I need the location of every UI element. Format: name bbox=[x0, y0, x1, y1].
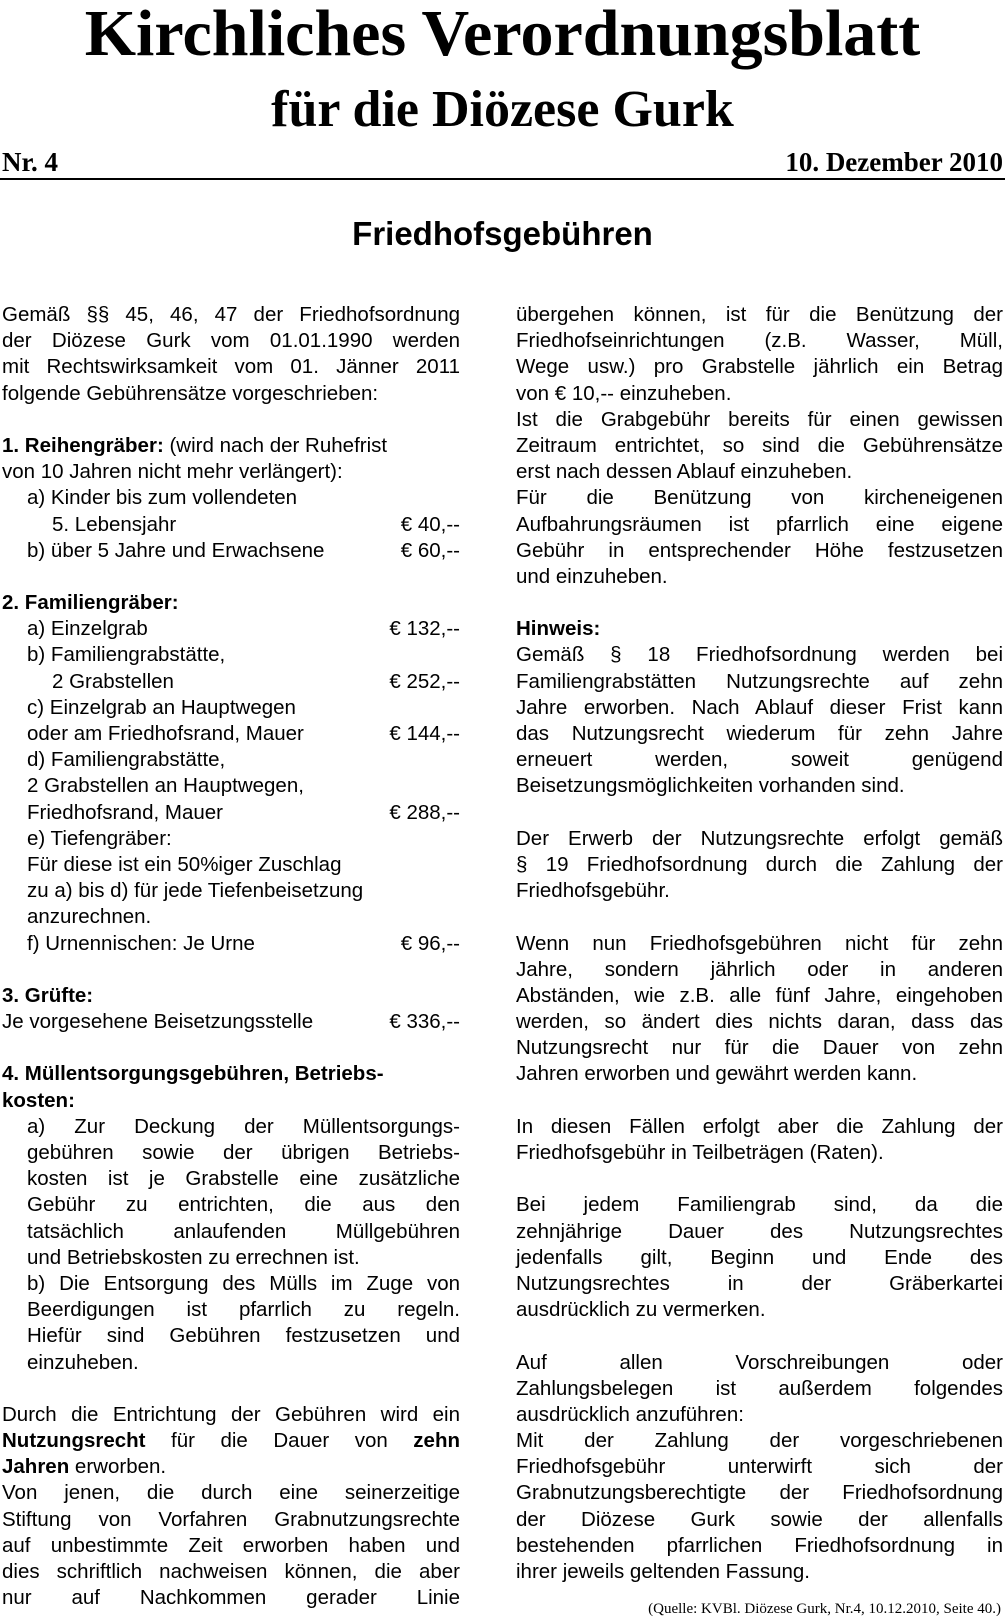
masthead-subtitle: für die Diözese Gurk bbox=[271, 81, 734, 138]
fee-label: b) über 5 Jahre und Erwachsene bbox=[27, 538, 325, 562]
fee-amount: € 252,-- bbox=[389, 669, 460, 693]
text-line: Familiengrabstätten Nutzungsrechte auf zehn bbox=[516, 669, 1003, 693]
text-line: § 19 Friedhofsordnung durch die Zahlung der bbox=[516, 852, 1003, 876]
fee-label: 2 Grabstellen bbox=[52, 669, 174, 693]
text-line: jedenfalls gilt, Beginn und Ende des bbox=[516, 1245, 1003, 1269]
fee-label: f) Urnennischen: Je Urne bbox=[27, 931, 255, 955]
text-line: Stiftung von Vorfahren Grabnutzungsrechte bbox=[2, 1507, 460, 1531]
text-line: Zahlungsbelegen ist außerdem folgendes bbox=[516, 1376, 1003, 1400]
text-line: bestehenden pfarrlichen Friedhofsordnung in bbox=[516, 1533, 1003, 1557]
fee-row bbox=[2, 931, 460, 957]
text-line: zehnjährige Dauer des Nutzungsrechtes bbox=[516, 1219, 1003, 1243]
text-line: a) Kinder bis zum vollendeten bbox=[27, 486, 298, 510]
text-line: Wege usw.) pro Grabstelle jährlich ein Betrag bbox=[516, 355, 1003, 379]
text-line: Wenn nun Friedhofsgebühren nicht für zehn bbox=[516, 931, 1003, 955]
text-line: gebühren sowie der übrigen Betriebs- bbox=[27, 1141, 460, 1164]
fee-row bbox=[2, 721, 460, 747]
text-line: Durch die Entrichtung der Gebühren wird ein bbox=[2, 1402, 460, 1426]
text-line: Beisetzungsmöglichkeiten vorhanden sind. bbox=[516, 774, 905, 798]
page-title: Friedhofsgebühren bbox=[352, 215, 653, 252]
text-line: Friedhofsgebühr. bbox=[516, 879, 670, 903]
fee-row bbox=[2, 616, 460, 642]
section-title: 1. Reihengräber: bbox=[2, 433, 164, 457]
text-line: Ist die Grabgebühr bereits für einen gewissen bbox=[516, 407, 1003, 431]
fee-label: Friedhofsrand, Mauer bbox=[27, 800, 223, 824]
text-line: übergehen können, ist für die Benützung der bbox=[516, 303, 1003, 326]
section-2-heading: 2. Familiengräber: bbox=[2, 591, 179, 615]
text-span: (wird nach der Ruhefrist bbox=[163, 433, 388, 457]
text-line: tatsächlich anlaufenden Müllgebühren bbox=[27, 1219, 460, 1243]
text-line: der Diözese Gurk vom 01.01.1990 werden bbox=[2, 329, 460, 353]
fee-label: Je vorgesehene Beisetzungsstelle bbox=[2, 1010, 314, 1034]
text-line: von € 10,-- einzuheben. bbox=[516, 381, 732, 405]
text-line: Jahre, sondern jährlich oder in anderen bbox=[516, 957, 1003, 981]
text-line: Beerdigungen ist pfarrlich zu regeln. bbox=[27, 1298, 460, 1322]
text-span: erworben. bbox=[69, 1455, 167, 1479]
issue-row bbox=[0, 146, 1005, 178]
text-line: Für die Benützung von kircheneigenen bbox=[516, 486, 1003, 510]
text-line: auf unbestimmte Zeit erworben haben und bbox=[2, 1533, 460, 1557]
text-line: ausdrücklich zu vermerken. bbox=[516, 1298, 766, 1322]
text-line: d) Familiengrabstätte, bbox=[27, 748, 226, 772]
section-1-heading bbox=[2, 433, 460, 459]
text-line: Der Erwerb der Nutzungsrechte erfolgt gemäß bbox=[516, 826, 1003, 850]
text-line: Nutzungsrecht nur für die Dauer von zehn bbox=[516, 1036, 1003, 1060]
bold-term: zehn bbox=[413, 1429, 460, 1453]
masthead-title: Kirchliches Verordnungsblatt bbox=[84, 0, 921, 70]
fee-label: 5. Lebensjahr bbox=[52, 512, 177, 536]
text-line: Gebühr in entsprechender Höhe festzusetzen bbox=[516, 538, 1003, 562]
section-4-heading: 4. Müllentsorgungsgebühren, Betriebs- bbox=[2, 1062, 384, 1086]
fee-amount: € 336,-- bbox=[389, 1010, 460, 1034]
fee-row bbox=[2, 669, 460, 695]
section-3-heading: 3. Grüfte: bbox=[2, 983, 94, 1007]
text-line: das Nutzungsrecht wiederum für zehn Jahre bbox=[516, 722, 1003, 745]
issue-date: 10. Dezember 2010 bbox=[785, 147, 1003, 177]
text-line: 2 Grabstellen an Hauptwegen, bbox=[27, 774, 304, 798]
text-line: dies schriftlich nachweisen können, die aber bbox=[2, 1560, 460, 1583]
text-line: Friedhofsgebühr in Teilbeträgen (Raten). bbox=[516, 1141, 884, 1164]
fee-row bbox=[2, 538, 460, 564]
text-line: Friedhofseinrichtungen (z.B. Wasser, Müll, bbox=[516, 329, 1003, 353]
text-line: Von jenen, die durch eine seinerzeitige bbox=[2, 1481, 460, 1505]
text-line: Abständen, wie z.B. alle fünf Jahre, eingehoben bbox=[516, 983, 1003, 1007]
text-line: kosten ist je Grabstelle eine zusätzliche bbox=[27, 1167, 460, 1191]
issue-number: Nr. 4 bbox=[2, 147, 59, 177]
text-line bbox=[2, 1428, 460, 1454]
text-line: b) Die Entsorgung des Mülls im Zuge von bbox=[27, 1271, 460, 1295]
fee-row bbox=[2, 1009, 460, 1035]
fee-label: oder am Friedhofsrand, Mauer bbox=[27, 722, 304, 745]
text-line: e) Tiefengräber: bbox=[27, 826, 172, 850]
text-line: Gebühr zu entrichten, die aus den bbox=[27, 1193, 460, 1217]
text-line: ausdrücklich anzuführen: bbox=[516, 1402, 744, 1426]
fee-amount: € 96,-- bbox=[400, 931, 460, 955]
text-line: c) Einzelgrab an Hauptwegen bbox=[27, 695, 296, 719]
text-line: von 10 Jahren nicht mehr verlängert): bbox=[2, 460, 343, 484]
text-line: b) Familiengrabstätte, bbox=[27, 643, 226, 667]
text-line: einzuheben. bbox=[27, 1350, 139, 1374]
fee-label: a) Einzelgrab bbox=[27, 617, 148, 641]
text-line: Aufbahrungsräumen ist pfarrlich eine eigene bbox=[516, 512, 1003, 536]
text-line: zu a) bis d) für jede Tiefenbeisetzung bbox=[27, 879, 364, 903]
text-line: und Betriebskosten zu errechnen ist. bbox=[27, 1245, 360, 1269]
text-line: mit Rechtswirksamkeit vom 01. Jänner 2011 bbox=[2, 355, 460, 379]
hint-heading: Hinweis: bbox=[516, 617, 601, 641]
text-span: für die Dauer von bbox=[171, 1429, 414, 1453]
right-column bbox=[516, 302, 1003, 1585]
fee-amount: € 288,-- bbox=[389, 800, 460, 824]
text-line: a) Zur Deckung der Müllentsorgungs- bbox=[27, 1114, 460, 1138]
bold-term: Jahren bbox=[2, 1455, 70, 1479]
text-line: Jahren erworben und gewährt werden kann. bbox=[516, 1062, 918, 1086]
text-line: werden, so ändert dies nichts daran, dass das bbox=[516, 1010, 1003, 1034]
section-4-heading-cont: kosten: bbox=[2, 1088, 75, 1112]
text-line: Für diese ist ein 50%iger Zuschlag bbox=[27, 852, 342, 876]
text-line: Grabnutzungsberechtigte der Friedhofsordnung bbox=[516, 1481, 1003, 1505]
text-line: Gemäß §§ 45, 46, 47 der Friedhofsordnung bbox=[2, 303, 460, 326]
text-line: Bei jedem Familiengrab sind, da die bbox=[516, 1193, 1003, 1217]
text-line: ihrer jeweils geltenden Fassung. bbox=[516, 1560, 810, 1583]
fee-amount: € 144,-- bbox=[389, 722, 460, 745]
text-line: Zeitraum entrichtet, so sind die Gebührensätze bbox=[516, 433, 1003, 457]
text-line: Gemäß § 18 Friedhofsordnung werden bei bbox=[516, 643, 1003, 667]
text-line: erneuert werden, soweit genügend bbox=[516, 748, 1003, 772]
text-line: Auf allen Vorschreibungen oder bbox=[516, 1350, 1003, 1374]
text-line: anzurechnen. bbox=[27, 905, 152, 929]
text-line: erst nach dessen Ablauf einzuheben. bbox=[516, 460, 853, 484]
bold-term: Nutzungsrecht bbox=[2, 1429, 146, 1453]
text-line: nur auf Nachkommen gerader Linie bbox=[2, 1586, 460, 1610]
text-line: und einzuheben. bbox=[516, 564, 668, 588]
fee-amount: € 60,-- bbox=[400, 538, 460, 562]
text-line: Friedhofsgebühr unterwirft sich der bbox=[516, 1455, 1003, 1479]
text-line: Mit der Zahlung der vorgeschriebenen bbox=[516, 1429, 1003, 1453]
text-line: Jahre erworben. Nach Ablauf dieser Frist kann bbox=[516, 695, 1003, 719]
left-column bbox=[2, 302, 460, 1611]
fee-amount: € 132,-- bbox=[389, 617, 460, 641]
fee-row bbox=[2, 512, 460, 538]
text-line: Hiefür sind Gebühren festzusetzen und bbox=[27, 1324, 460, 1348]
text-line bbox=[2, 1454, 460, 1480]
fee-amount: € 40,-- bbox=[400, 512, 460, 536]
text-line: folgende Gebührensätze vorgeschrieben: bbox=[2, 381, 379, 405]
text-line: In diesen Fällen erfolgt aber die Zahlung der bbox=[516, 1114, 1003, 1138]
text-line: der Diözese Gurk sowie der allenfalls bbox=[516, 1507, 1003, 1531]
text-line: Nutzungsrechtes in der Gräberkartei bbox=[516, 1271, 1003, 1295]
source-citation: (Quelle: KVBl. Diözese Gurk, Nr.4, 10.12.2010, Seite 40.) bbox=[648, 1601, 1001, 1617]
masthead-divider bbox=[0, 178, 1005, 180]
fee-row bbox=[2, 800, 460, 826]
